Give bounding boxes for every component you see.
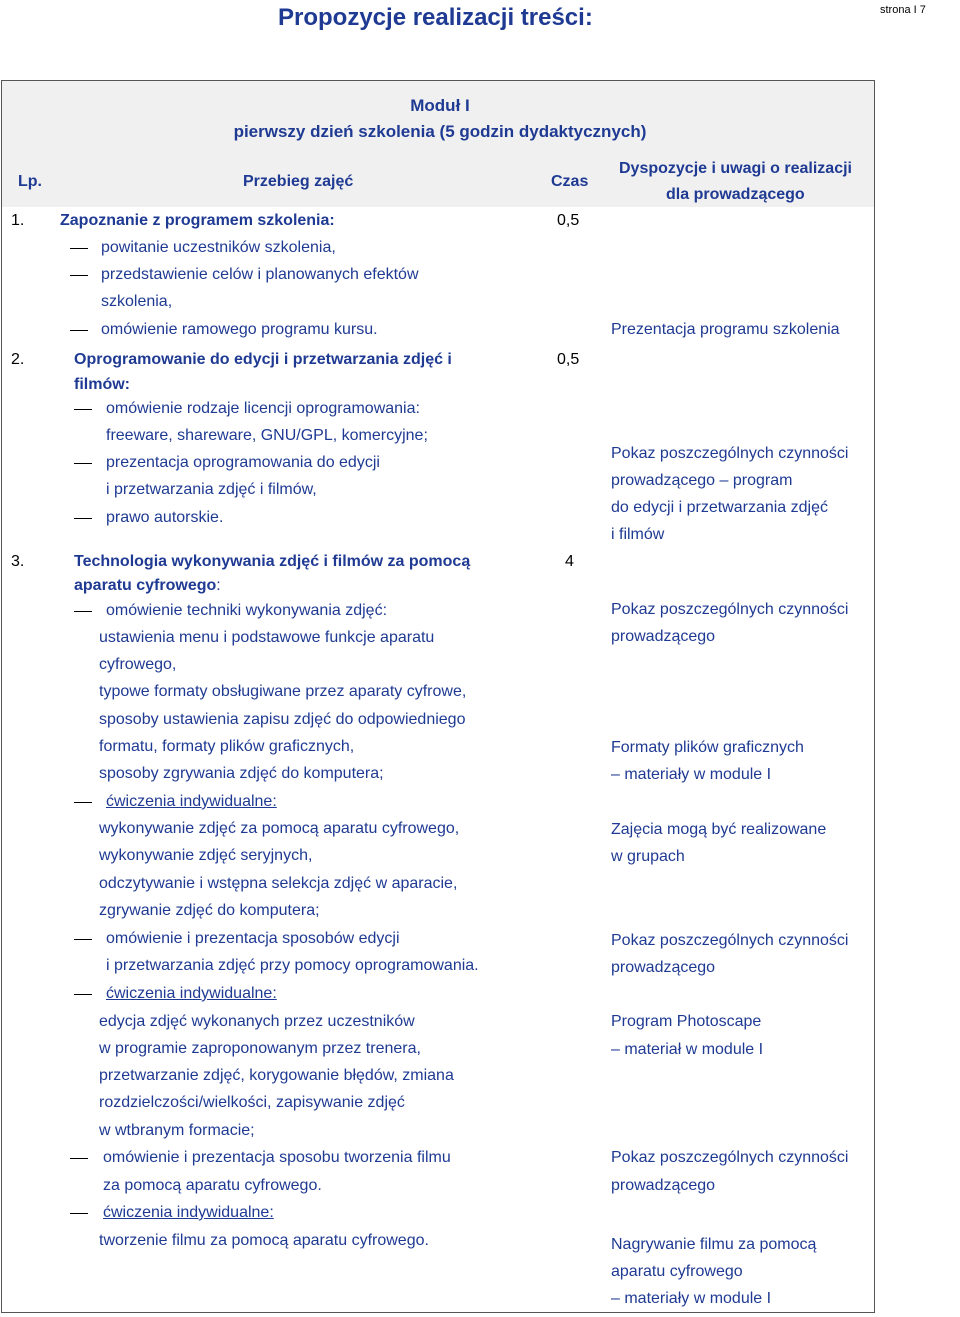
list-item: edycja zdjęć wykonanych przez uczestników	[99, 1013, 415, 1030]
list-item: sposoby zgrywania zdjęć do komputera;	[99, 765, 384, 782]
dash-bullet	[70, 275, 88, 276]
list-item: sposoby ustawienia zapisu zdjęć do odpowiedniego	[99, 711, 466, 728]
row-time: 0,5	[557, 351, 580, 368]
list-item: prawo autorskie.	[106, 509, 224, 526]
list-item: za pomocą aparatu cyfrowego.	[103, 1177, 322, 1194]
list-item: omówienie i prezentacja sposobów edycji	[106, 930, 400, 947]
dash-bullet	[70, 330, 88, 331]
note-text: Nagrywanie filmu za pomocą	[611, 1236, 817, 1253]
note-text: aparatu cyfrowego	[611, 1263, 743, 1280]
col-time: Czas	[551, 173, 589, 190]
list-item: freeware, shareware, GNU/GPL, komercyjne;	[106, 427, 428, 444]
list-item: zgrywanie zdjęć do komputera;	[99, 902, 320, 919]
row-time: 4	[565, 553, 574, 570]
row-title-line1: Technologia wykonywania zdjęć i filmów za pomocą	[74, 553, 471, 570]
row-number: 1.	[11, 212, 25, 229]
row-title-colon: :	[216, 577, 221, 594]
row-number: 3.	[11, 553, 25, 570]
note-text: – materiał w module I	[611, 1041, 764, 1058]
note-text: i filmów	[611, 526, 665, 543]
row-title-line1: Oprogramowanie do edycji i przetwarzania zdjęć i	[74, 351, 452, 368]
list-item: omówienie techniki wykonywania zdjęć:	[106, 602, 388, 619]
module-name: Moduł I	[410, 96, 470, 115]
note-text: – materiały w module I	[611, 1290, 772, 1307]
list-item: formatu, formaty plików graficznych,	[99, 738, 355, 755]
list-item: cyfrowego,	[99, 656, 177, 673]
row-number: 2.	[11, 351, 25, 368]
dash-bullet	[74, 463, 92, 464]
dash-bullet	[70, 1158, 88, 1159]
note-text: prowadzącego – program	[611, 472, 793, 489]
list-item: powitanie uczestników szkolenia,	[101, 239, 336, 256]
dash-bullet	[74, 939, 92, 940]
note-text: Pokaz poszczególnych czynności	[611, 932, 849, 949]
col-course: Przebieg zajęć	[243, 173, 354, 190]
note-text: – materiały w module I	[611, 766, 772, 783]
note-text: prowadzącego	[611, 628, 716, 645]
list-item: rozdzielczości/wielkości, zapisywanie zdjęć	[99, 1094, 405, 1111]
page-title: Propozycje realizacji treści:	[278, 4, 593, 31]
list-item: ustawienia menu i podstawowe funkcje aparatu	[99, 629, 435, 646]
dash-bullet	[74, 409, 92, 410]
list-item: przetwarzanie zdjęć, korygowanie błędów, zmiana	[99, 1067, 454, 1084]
note-text: Formaty plików graficznych	[611, 739, 804, 756]
row-title-line2: filmów:	[74, 376, 130, 393]
dash-bullet	[74, 802, 92, 803]
dash-bullet	[74, 994, 92, 995]
list-item: wykonywanie zdjęć seryjnych,	[99, 847, 313, 864]
dash-bullet	[70, 1213, 88, 1214]
note-text: Program Photoscape	[611, 1013, 762, 1030]
list-item: szkolenia,	[101, 293, 173, 310]
list-item: omówienie ramowego programu kursu.	[101, 321, 378, 338]
list-item: wykonywanie zdjęć za pomocą aparatu cyfrowego,	[99, 820, 460, 837]
list-item: przedstawienie celów i planowanych efektów	[101, 266, 419, 283]
list-item: tworzenie filmu za pomocą aparatu cyfrowego.	[99, 1232, 429, 1249]
page-number: strona I 7	[880, 4, 926, 16]
list-item: omówienie i prezentacja sposobu tworzenia filmu	[103, 1149, 451, 1166]
row-title	[60, 207, 335, 234]
list-item-underlined: ćwiczenia indywidualne:	[103, 1204, 274, 1221]
list-item: w wtbranym formacie;	[99, 1122, 255, 1139]
note-text: Pokaz poszczególnych czynności	[611, 1149, 849, 1166]
list-item: omówienie rodzaje licencji oprogramowania:	[106, 400, 420, 417]
note-text: Pokaz poszczególnych czynności	[611, 601, 849, 618]
list-item: w programie zaproponowanym przez trenera,	[99, 1040, 421, 1057]
list-item: prezentacja oprogramowania do edycji	[106, 454, 380, 471]
col-notes-line2: dla prowadzącego	[666, 186, 805, 203]
list-item: i przetwarzania zdjęć przy pomocy oprogramowania.	[106, 957, 479, 974]
row-time: 0,5	[557, 212, 580, 229]
module-subtitle: pierwszy dzień szkolenia (5 godzin dydaktycznych)	[233, 122, 647, 141]
row-title-text: Zapoznanie z programem szkolenia:	[60, 212, 335, 229]
col-lp: Lp.	[18, 173, 42, 190]
list-item: i przetwarzania zdjęć i filmów,	[106, 481, 317, 498]
note-text: Pokaz poszczególnych czynności	[611, 445, 849, 462]
note-text: w grupach	[611, 848, 685, 865]
row-title-bold: aparatu cyfrowego	[74, 577, 217, 594]
note-text: prowadzącego	[611, 1177, 716, 1194]
list-item: typowe formaty obsługiwane przez aparaty cyfrowe,	[99, 683, 467, 700]
list-item: odczytywanie i wstępna selekcja zdjęć w aparacie,	[99, 875, 458, 892]
list-item-underlined: ćwiczenia indywidualne:	[106, 793, 277, 810]
module-heading	[2, 93, 878, 145]
row-title-line2	[74, 572, 221, 599]
col-notes-line1: Dyspozycje i uwagi o realizacji	[619, 160, 852, 177]
dash-bullet	[70, 248, 88, 249]
dash-bullet	[74, 518, 92, 519]
note-text: Prezentacja programu szkolenia	[611, 321, 840, 338]
note-text: prowadzącego	[611, 959, 716, 976]
note-text: do edycji i przetwarzania zdjęć	[611, 499, 828, 516]
note-text: Zajęcia mogą być realizowane	[611, 821, 827, 838]
dash-bullet	[74, 611, 92, 612]
list-item-underlined: ćwiczenia indywidualne:	[106, 985, 277, 1002]
